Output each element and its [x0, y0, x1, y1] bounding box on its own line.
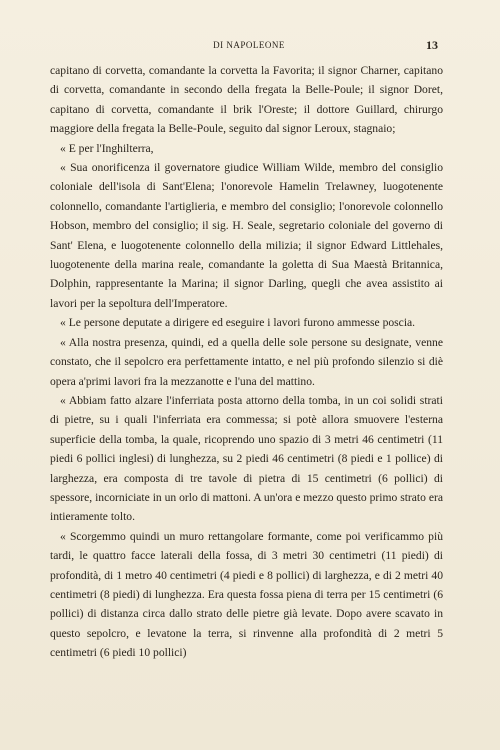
paragraph: « Le persone deputate a dirigere ed eseguire i lavori furono ammesse poscia.	[60, 316, 416, 330]
paragraph: « E per l'Inghilterra,	[60, 141, 154, 155]
paragraph: « Sua onorificenza il governatore giudice William Wilde, membro del consiglio coloniale dell'isola di Sant'Elena; l'onorevole Hamelin Trelawney, luogotenente colonnello, comandante l'artiglieria, e membro del consiglio; l'onorevole colonnello Hobson, membro del consiglio; il sig. H. Seale, segretario coloniale del governo di Sant' Elena, e luogotenente colonnello della milizia; il signor Edward Littlehales, luogotenente della marina reale, comandante la goletta di Sua Maestà Britannica, Dolphin, rappresentante la Marina; il signor Darling, quegli che avea assistito ai lavori per la sepoltura dell'Imperatore.	[50, 161, 443, 310]
running-head: DI NAPOLEONE	[213, 40, 285, 50]
paragraph: « Abbiam fatto alzare l'inferriata posta attorno della tomba, in un coi solidi strati di pietre, su i quali l'inferriata era commessa; si potè allora smuovere l'esterna superficie della tomba, la quale, ricoprendo uno spazio di 3 metri 46 centimetri (11 piedi 6 pollici inglesi) di lunghezza, su 2 piedi 46 centimetri (8 piedi e 1 pollice) di larghezza, era composta di tre tavole di pietra di 15 centimetri (6 pollici) di spessore, incorniciate in un orlo di mattoni. A un'ora e mezzo questo primo strato era intieramente tolto.	[50, 393, 443, 524]
paragraph: « Scorgemmo quindi un muro rettangolare formante, come poi verificammo più tardi, le quattro facce laterali della fossa, di 3 metri 30 centimetri (11 piedi) di profondità, di 1 metro 40 centimetri (4 piedi e 8 pollici) di larghezza, e di 2 metri 40 centimetri (8 piedi) di lunghezza. Era questa fossa piena di terra per 15 centimetri (6 pollici) di distanza circa dallo strato delle pietre già levate. Dopo avere scavato in questo sepolcro, e levatone la terra, si rinvenne alla profondità di 2 metri 5 centimetri (6 piedi 10 pollici)	[50, 529, 443, 660]
page-header	[60, 40, 438, 56]
body-text	[50, 61, 443, 663]
paragraph: capitano di corvetta, comandante la corvetta la Favorita; il signor Charner, capitano di corvetta, comandante in secondo della fregata la Belle-Poule; il signor Doret, capitano di corvetta, comandante il brik l'Oreste; il dottore Guillard, chirurgo maggiore della fregata la Belle-Poule, seguito dal signor Leroux, stagnaio;	[50, 64, 443, 136]
paragraph: « Alla nostra presenza, quindi, ed a quella delle sole persone su designate, venne constato, che il sepolcro era perfettamente intatto, e nel più profondo silenzio si diè opera a'primi lavori fra la mezzanotte e l'una del mattino.	[50, 335, 443, 388]
page-number: 13	[426, 38, 438, 52]
